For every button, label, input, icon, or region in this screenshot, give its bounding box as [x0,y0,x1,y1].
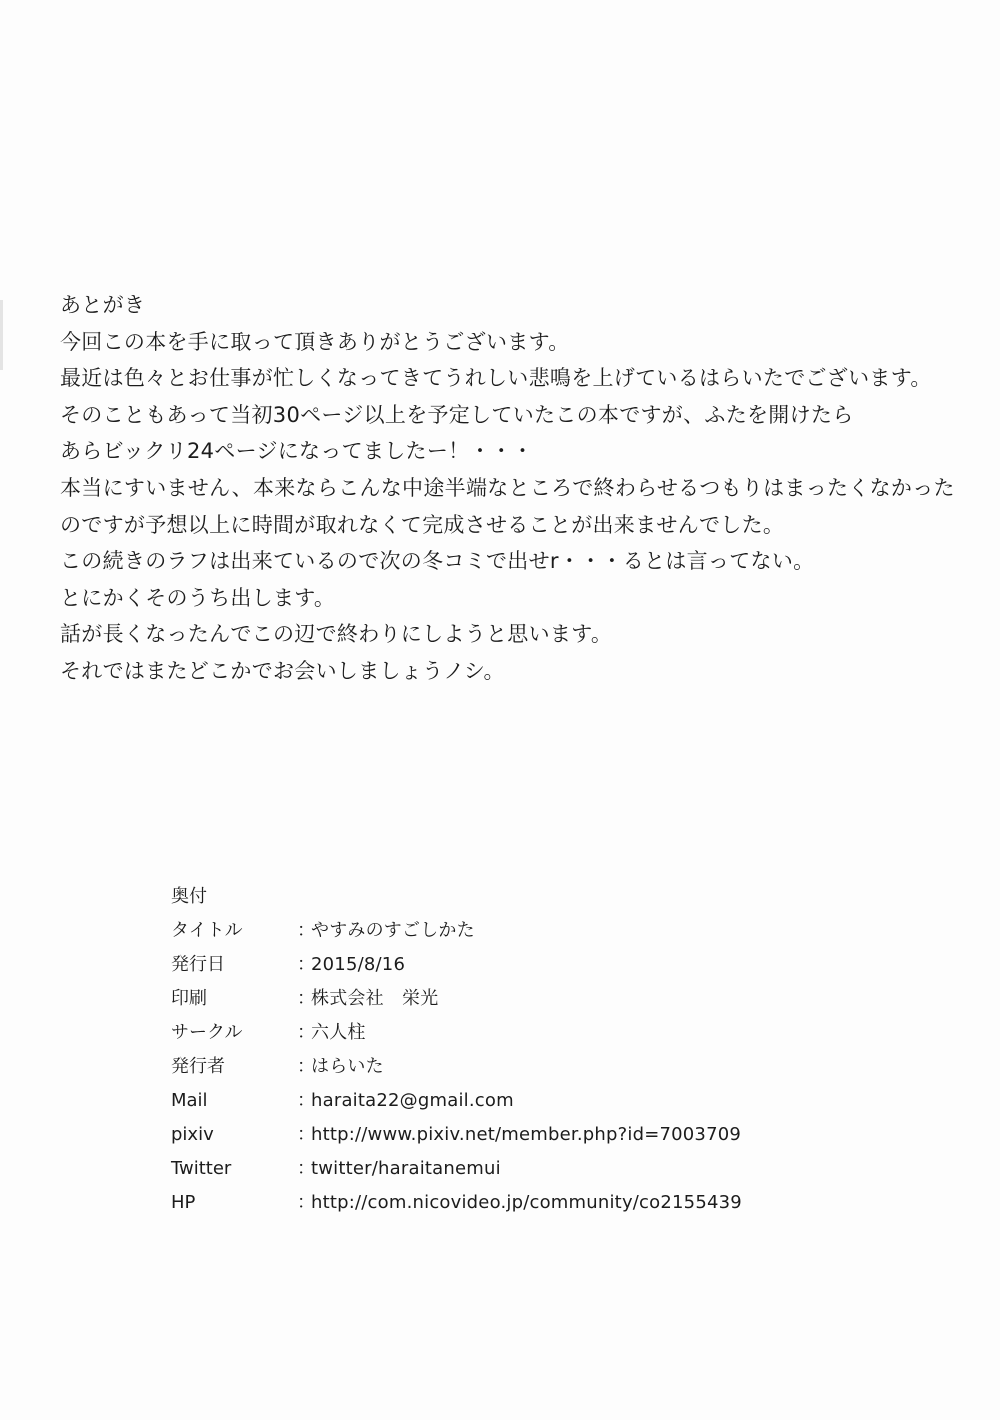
colophon-separator: ： [297,1124,315,1145]
colophon-value: http://com.nicovideo.jp/community/co2155439 [311,1192,742,1213]
colophon-row-homepage [171,1186,951,1220]
colophon-heading: 奥付 [171,886,207,907]
afterword-line: 話が長くなったんでこの辺で終わりにしようと思います。 [60,622,613,647]
afterword-line: 最近は色々とお仕事が忙しくなってきてうれしい悲鳴を上げているはらいたでございます。 [60,366,932,391]
colophon-row-title [171,914,951,948]
colophon-separator: ： [297,1158,315,1179]
colophon-row-printer [171,982,951,1016]
colophon-row-mail [171,1084,951,1118]
colophon-row-pixiv [171,1118,951,1152]
colophon-separator: ： [297,920,315,941]
afterword-line: そのこともあって当初30ページ以上を予定していたこの本ですが、ふたを開けたら [60,402,854,427]
afterword-line: 本当にすいません、本来ならこんな中途半端なところで終わらせるつもりはまったくなかった [60,475,955,500]
colophon-separator: ： [297,1192,315,1213]
afterword-line: のですが予想以上に時間が取れなくて完成させることが出来ませんでした。 [60,512,785,537]
colophon-label: 発行日 [171,954,225,975]
colophon-value: はらいた [311,1056,384,1077]
colophon-separator: ： [297,1090,315,1111]
colophon-separator: ： [297,1056,315,1077]
afterword-line: それではまたどこかでお会いしましょうノシ。 [60,658,505,683]
colophon-label: pixiv [171,1124,214,1145]
colophon-separator: ： [297,954,315,975]
colophon-row-date [171,948,951,982]
colophon-separator: ： [297,988,315,1009]
colophon-value: twitter/haraitanemui [311,1158,501,1179]
afterword-line: とにかくそのうち出します。 [60,585,336,610]
colophon-value: やすみのすごしかた [311,920,475,941]
colophon-row-publisher [171,1050,951,1084]
colophon-label: サークル [171,1022,243,1043]
colophon-label: 印刷 [171,988,207,1009]
colophon-label: Mail [171,1090,208,1111]
page-edge-mark [0,300,3,370]
colophon-row-circle [171,1016,951,1050]
colophon-label: Twitter [171,1158,232,1179]
colophon-row-twitter [171,1152,951,1186]
colophon-label: 発行者 [171,1056,225,1077]
colophon-value: 株式会社 栄光 [311,988,439,1009]
afterword-title: あとがき [60,293,146,317]
colophon-value: haraita22@gmail.com [311,1090,514,1111]
afterword-line: この続きのラフは出来ているので次の冬コミで出せr・・・るとは言ってない。 [60,549,815,574]
colophon-value: 2015/8/16 [311,954,406,975]
afterword-line: 今回この本を手に取って頂きありがとうございます。 [60,329,570,354]
afterword-section [60,287,995,690]
afterword-line: あらビックリ24ページになってましたー！・・・ [60,439,534,464]
colophon-value: 六人柱 [311,1022,366,1043]
colophon-value: http://www.pixiv.net/member.php?id=7003709 [311,1124,742,1145]
colophon-section [171,880,951,1220]
colophon-label: HP [171,1192,196,1213]
colophon-label: タイトル [171,920,243,941]
colophon-separator: ： [297,1022,315,1043]
